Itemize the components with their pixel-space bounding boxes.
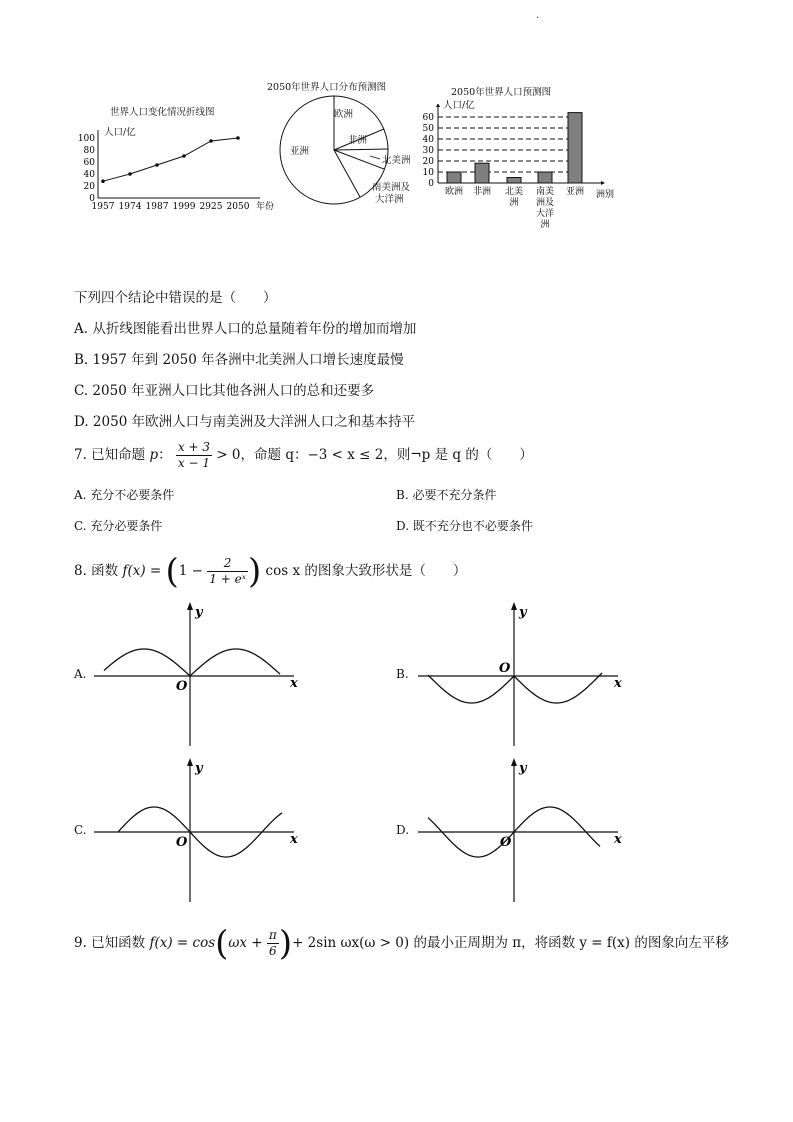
pie-label-asia: 亚洲 (290, 146, 310, 157)
q7-after-fraction: > 0，命题 (216, 447, 282, 463)
line-chart-xtick: 1999 (172, 202, 196, 212)
bar-chart-xtick: 非洲 (472, 187, 492, 197)
pie-label-africa: 非洲 (348, 135, 368, 146)
line-chart-point (236, 136, 240, 140)
pie-slice-divider (334, 150, 360, 197)
graph-y-arrow (511, 602, 517, 610)
bar-chart-bar (507, 178, 521, 184)
q8-paren-close: ) (247, 551, 262, 592)
q9-paren-open: ( (215, 923, 229, 964)
line-chart-ytick: 40 (83, 170, 95, 180)
graph-y-label: y (519, 605, 527, 620)
graph-y-label: y (195, 605, 203, 620)
q6-option-d: D. 2050 年欧洲人口与南美洲及大洋洲人口之和基本持平 (74, 414, 416, 430)
q7-p: p (149, 447, 159, 463)
q7-option-d: D. 既不充分也不必要条件 (396, 519, 533, 533)
graph-x-label: x (614, 832, 622, 847)
line-chart-xtick: 2925 (199, 202, 223, 212)
line-chart-ylabel: 人口/亿 (104, 127, 136, 138)
graph-curve (428, 673, 602, 703)
bar-chart-bar (447, 172, 461, 183)
bar-chart-ytick: 60 (422, 113, 434, 123)
q8-after: cos x 的图象大致形状是（ ） (265, 563, 467, 579)
q9-paren-close: ) (278, 923, 293, 964)
line-chart-xtick: 1957 (91, 202, 115, 212)
q6-option-b: B. 1957 年到 2050 年各洲中北美洲人口增长速度最慢 (74, 352, 404, 368)
graph-origin-label: O (176, 679, 188, 694)
graph-y-arrow (187, 602, 193, 610)
q8-prefix: 8. 函数 (74, 563, 119, 579)
q8-paren-open: ( (165, 551, 179, 592)
q9-inner: ωx + (228, 935, 263, 951)
q7-fraction-numerator: x + 3 (177, 440, 211, 454)
q7-option-a: A. 充分不必要条件 (74, 488, 175, 502)
pie-slice-divider (334, 149, 388, 150)
line-chart-point (128, 172, 132, 176)
line-chart-ytick: 20 (83, 182, 95, 192)
graph-curve (104, 649, 280, 676)
q6-option-c: C. 2050 年亚洲人口比其他各洲人口的总和还要多 (74, 383, 375, 399)
header-mark: . (536, 10, 540, 21)
q8-graph-d (412, 756, 632, 904)
line-chart-point (101, 179, 105, 183)
line-chart-ytick: 60 (83, 158, 95, 168)
pie-chart-title: 2050年世界人口分布预测图 (267, 82, 387, 93)
q9-fraction (267, 928, 279, 959)
line-chart-point (209, 139, 213, 143)
q8-label-b: B. (396, 667, 409, 681)
q8-label-c: C. (74, 823, 87, 837)
line-chart (70, 130, 285, 215)
q8-graph-b (412, 600, 632, 748)
q9-prefix: 9. 已知函数 (74, 935, 146, 951)
graph-y-label: y (519, 761, 527, 776)
line-chart-ytick: 100 (77, 134, 95, 144)
graph-origin-label: O (499, 661, 511, 676)
q7-option-b: B. 必要不充分条件 (396, 488, 497, 502)
pie-label-oceania: 大洋洲 (375, 194, 404, 205)
line-chart-point (155, 163, 159, 167)
bar-chart-ytick: 30 (422, 146, 434, 156)
line-chart-series (103, 138, 238, 181)
bar-chart-ytick: 20 (422, 157, 434, 167)
bar-chart-xtick: 大洋 (535, 209, 555, 219)
bar-chart-xtick: 欧洲 (444, 187, 464, 197)
q9-stem (74, 923, 729, 963)
graph-y-arrow (511, 758, 517, 766)
graph-y-label: y (195, 761, 203, 776)
bar-chart-xtick: 洲 (509, 198, 519, 208)
q7-colon: ： (158, 447, 172, 463)
q9-fraction-denominator: 6 (269, 944, 277, 958)
q8-label-a: A. (74, 667, 87, 681)
bar-chart-ytick: 50 (422, 124, 434, 134)
q8-graph-a (88, 600, 308, 748)
q6-option-a: A. 从折线图能看出世界人口的总量随着年份的增加而增加 (74, 321, 417, 337)
line-chart-xtick: 1974 (118, 202, 142, 212)
q7-stem (74, 437, 533, 473)
line-chart-xtick: 2050 (226, 202, 250, 212)
q9-after: + 2sin ωx(ω > 0) 的最小正周期为 π，将函数 y = f(x) 的图象向左平移 (292, 935, 729, 951)
bar-chart-xtick: 洲 (540, 220, 550, 230)
graph-y-arrow (187, 758, 193, 766)
bar-chart-xtick: 北美 (504, 187, 524, 197)
bar-chart-y-arrow (436, 104, 440, 107)
pie-label-south-america: 南美洲及 (372, 182, 411, 193)
graph-origin-label: O (176, 835, 188, 850)
bar-chart-x-arrow (601, 181, 605, 185)
q8-graph-c (88, 756, 308, 904)
q7-q-part: q：−3 < x ≤ 2，则¬p 是 q 的（ ） (285, 447, 533, 463)
q7-prefix: 7. 已知命题 (74, 447, 146, 463)
graph-x-label: x (290, 676, 298, 691)
q8-label-d: D. (396, 823, 410, 837)
pie-label-north-america: 北美洲 (382, 155, 411, 166)
q6-stem: 下列四个结论中错误的是（ ） (74, 290, 277, 306)
bar-chart-bar (568, 113, 582, 183)
bar-chart-ytick: 10 (422, 168, 434, 178)
pie-label-leader (370, 156, 380, 159)
q8-fraction-numerator: 2 (207, 556, 248, 572)
q8-one-minus: 1 − (178, 563, 203, 579)
q7-fraction (176, 440, 212, 471)
bar-chart-xunit: 洲别 (596, 190, 615, 200)
line-chart-xunit: 年份 (256, 202, 275, 212)
q9-fx: f(x) = cos (149, 935, 216, 951)
line-chart-point (182, 154, 186, 158)
q9-fraction-numerator: π (268, 928, 277, 942)
q8-stem (74, 551, 466, 591)
bar-chart-xtick: 南美 (535, 187, 555, 197)
graph-x-label: x (614, 676, 622, 691)
line-chart-title: 世界人口变化情况折线图 (110, 107, 215, 118)
line-chart-ytick: 80 (83, 146, 95, 156)
bar-chart-xtick: 洲及 (535, 198, 555, 208)
bar-chart-title: 2050年世界人口预测图 (451, 87, 552, 98)
bar-chart-ylabel: 人口/亿 (443, 100, 475, 111)
line-chart-xtick: 1987 (145, 202, 169, 212)
graph-x-label: x (290, 832, 298, 847)
q8-fraction (207, 556, 248, 587)
bar-chart-xtick: 亚洲 (565, 187, 585, 197)
bar-chart-ytick: 40 (422, 135, 434, 145)
graph-origin-label: O (500, 835, 512, 850)
pie-slice-divider (334, 150, 384, 169)
q8-fx: f(x) = (122, 563, 162, 579)
pie-label-europe: 欧洲 (334, 109, 354, 120)
bar-chart-ytick: 0 (428, 179, 434, 189)
q7-fraction-denominator: x − 1 (177, 456, 211, 470)
q8-fraction-denominator: 1 + eˣ (209, 572, 246, 586)
bar-chart-bar (475, 163, 489, 183)
bar-chart (412, 104, 622, 244)
q7-option-c: C. 充分必要条件 (74, 519, 163, 533)
line-chart-ytick: 0 (89, 194, 95, 204)
bar-chart-bar (538, 172, 552, 183)
